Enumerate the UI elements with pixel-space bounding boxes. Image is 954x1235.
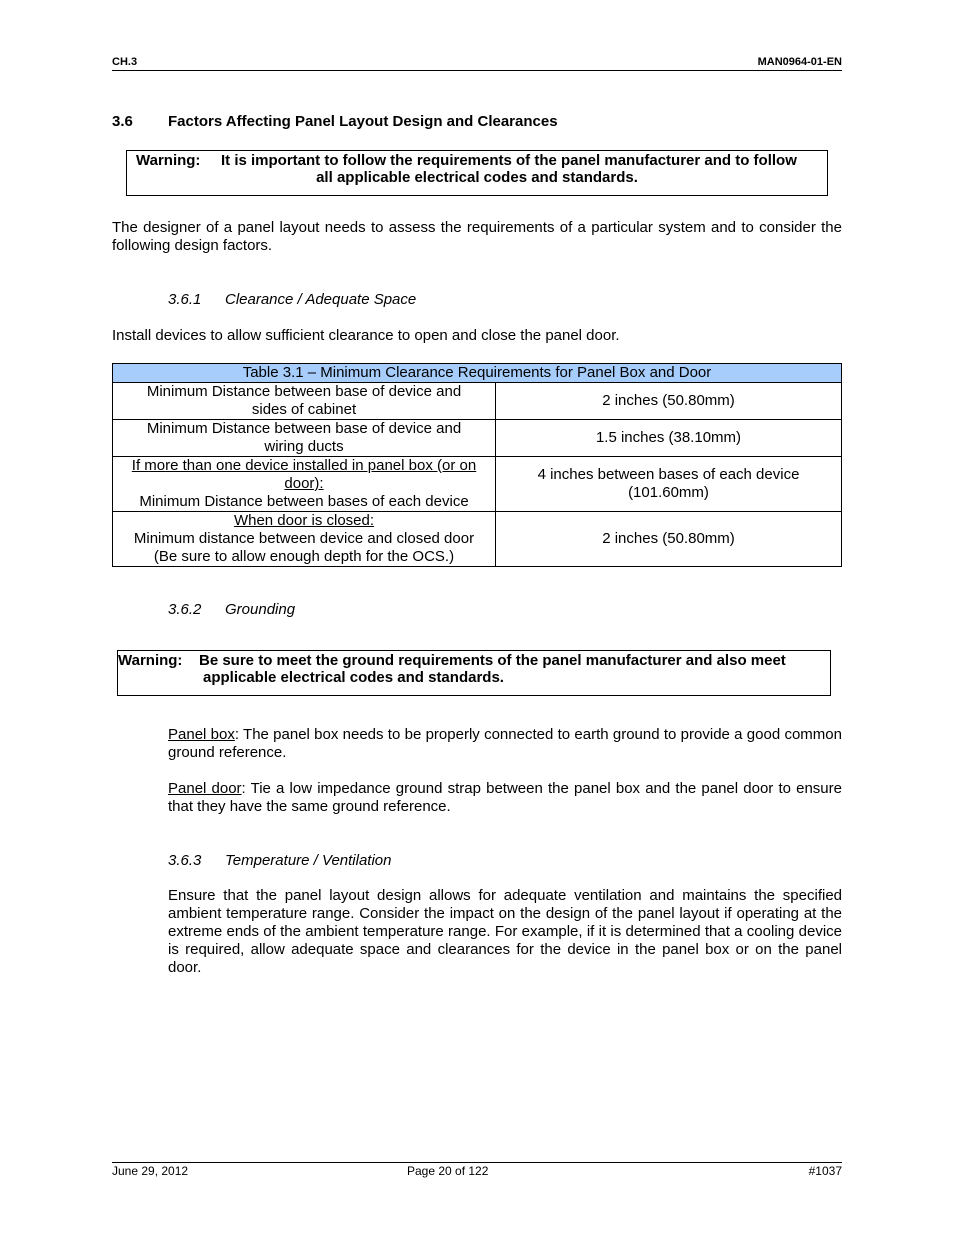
warning-label: Warning:	[118, 652, 183, 669]
ventilation-paragraph: Ensure that the panel layout design allows for adequate ventilation and maintains the specified ambient temperature range. Consider the impact on the design of the panel layout if operating at the extreme ends of the ambient temperature range. For example, if it is determined that a cooling device is required, allow adequate space and clearances for the device in the panel box or on the panel door.	[168, 887, 842, 976]
footer-code: #1037	[808, 1164, 842, 1178]
footer-date: June 29, 2012	[112, 1164, 189, 1178]
table-cell-clearance: 2 inches (50.80mm)	[496, 383, 842, 420]
warning-label: Warning:	[136, 152, 201, 169]
intro-paragraph: The designer of a panel layout needs to assess the requirements of a particular system and to consider the following design factors.	[112, 219, 842, 254]
table-cell-condition: If more than one device installed in panel box (or on door): Minimum Distance between bases of each device	[113, 457, 496, 512]
table-row	[113, 512, 842, 567]
table-cell-clearance: 4 inches between bases of each device (101.60mm)	[496, 457, 842, 512]
table-caption-row	[113, 364, 842, 383]
footer-rule	[112, 1162, 842, 1163]
panel-door-term: Panel door	[168, 780, 242, 797]
header-doc-code: MAN0964-01-EN	[757, 56, 842, 68]
warning-box-1	[126, 150, 828, 196]
table-row	[113, 457, 842, 512]
subsection-number: 3.6.3	[168, 852, 202, 869]
table-cell-condition: Minimum Distance between base of device and wiring ducts	[113, 420, 496, 457]
warning-line: applicable electrical codes and standards.	[203, 669, 504, 686]
subsection-number: 3.6.2	[168, 601, 202, 618]
table-cell-clearance: 1.5 inches (38.10mm)	[496, 420, 842, 457]
table-cell-clearance: 2 inches (50.80mm)	[496, 512, 842, 567]
header-chapter: CH.3	[112, 56, 138, 68]
clearance-paragraph: Install devices to allow sufficient clearance to open and close the panel door.	[112, 327, 620, 344]
section-title: Factors Affecting Panel Layout Design and Clearances	[168, 113, 558, 130]
subsection-title: Temperature / Ventilation	[225, 852, 392, 869]
clearance-table	[112, 363, 842, 567]
table-row	[113, 383, 842, 420]
warning-line: all applicable electrical codes and standards.	[316, 169, 638, 186]
table-caption: Table 3.1 – Minimum Clearance Requirements for Panel Box and Door	[113, 364, 842, 383]
footer-page-number: Page 20 of 122	[407, 1164, 489, 1178]
warning-line: Be sure to meet the ground requirements of the panel manufacturer and also meet	[199, 652, 786, 669]
panel-door-paragraph: Panel door: Tie a low impedance ground strap between the panel box and the panel door to ensure that they have the same ground reference.	[168, 780, 842, 815]
table-cell-condition: When door is closed: Minimum distance between device and closed door (Be sure to allow enough depth for the OCS.)	[113, 512, 496, 567]
subsection-number: 3.6.1	[168, 291, 202, 308]
panel-box-term: Panel box	[168, 726, 235, 743]
table-row	[113, 420, 842, 457]
subsection-title: Grounding	[225, 601, 296, 618]
warning-line: It is important to follow the requirements of the panel manufacturer and to follow	[221, 152, 797, 169]
table-cell-condition: Minimum Distance between base of device and sides of cabinet	[113, 383, 496, 420]
warning-box-2	[117, 650, 831, 696]
header-rule	[112, 70, 842, 71]
subsection-title: Clearance / Adequate Space	[225, 291, 417, 308]
section-number: 3.6	[112, 113, 133, 130]
panel-box-paragraph: Panel box: The panel box needs to be properly connected to earth ground to provide a good common ground reference.	[168, 726, 842, 761]
